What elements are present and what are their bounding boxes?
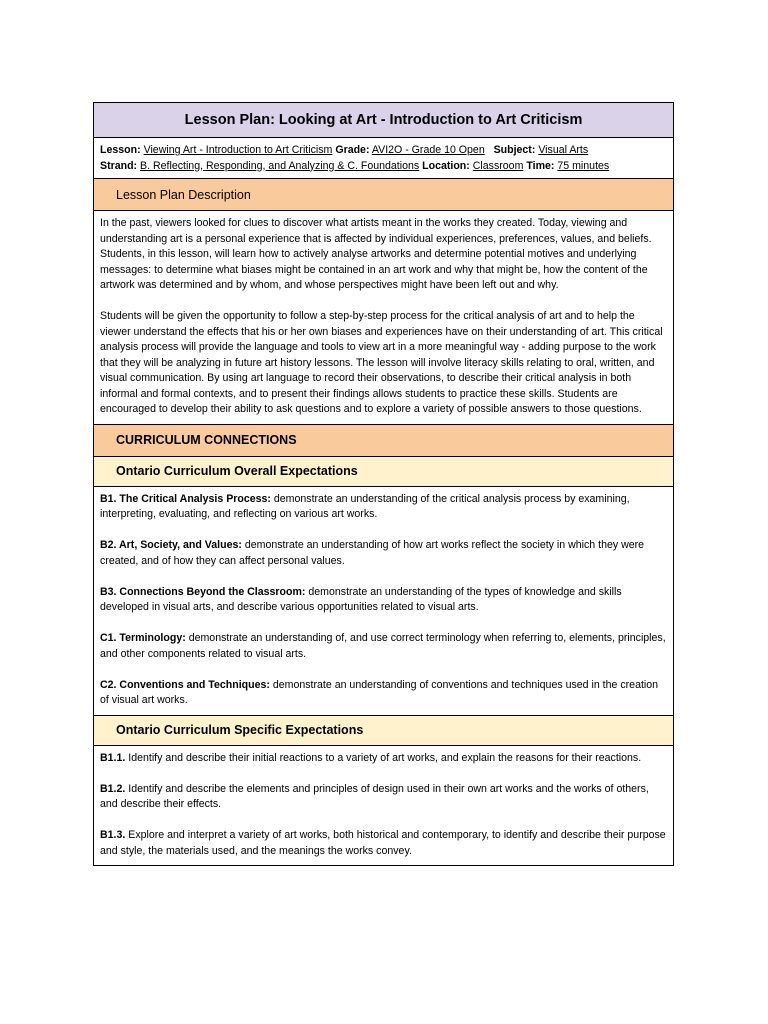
- expectation-text: demonstrate an understanding of how art works reflect the society in which they were created, and of how they can affect personal values.: [100, 539, 645, 567]
- expectation-code: C2. Conventions and Techniques:: [100, 678, 270, 691]
- expectation-text: demonstrate an understanding of the types of knowledge and skills developed in visual arts, and describe various opportunities related to visual arts.: [100, 585, 622, 613]
- document-title: Lesson Plan: Looking at Art - Introduction to Art Criticism: [94, 103, 673, 138]
- meta-line-2: [100, 159, 667, 175]
- expectation-code: B1. The Critical Analysis Process:: [100, 492, 271, 505]
- subject-value: Visual Arts: [538, 144, 589, 156]
- expectation-text: Identify and describe the elements and principles of design used in their own art works and the works of others, and describe their effects.: [100, 782, 649, 810]
- expectation-item: [100, 751, 667, 767]
- meta-line-1: [100, 143, 667, 159]
- expectation-item: [100, 631, 667, 662]
- location-value: Classroom: [472, 159, 524, 172]
- expectation-text: Explore and interpret a variety of art works, both historical and contemporary, to identify and describe their purpose and style, the materials used, and the meanings the works convey.: [100, 829, 666, 857]
- time-label: Time:: [526, 159, 555, 172]
- specific-expectations-body: [94, 746, 673, 866]
- grade-label: Grade:: [335, 144, 370, 156]
- expectation-code: C1. Terminology:: [100, 632, 186, 644]
- curriculum-heading: CURRICULUM CONNECTIONS: [94, 425, 673, 457]
- overall-expectations-body: [94, 487, 673, 716]
- description-paragraph: Students will be given the opportunity to follow a step-by-step process for the critical analysis of art and to help the viewer understand the effects that his or her own biases and experiences have on their understanding of art. This critical analysis process will provide the language and tools to view art in a more meaningful way - adding purpose to the work that they will be analyzing in future art history lessons. The lesson will involve literacy skills relating to oral, written, and visual communication. By using art language to record their observations, to describe their critical analysis in both informal and formal contexts, and to present their findings allows students to practice these skills. Students are encouraged to develop their ability to ask questions and to explore a variety of possible answers to those questions.: [100, 310, 663, 415]
- expectation-item: [100, 828, 667, 859]
- description-body: [94, 211, 673, 425]
- strand-label: Strand:: [100, 159, 138, 172]
- expectation-item: [100, 782, 667, 813]
- specific-expectations-heading: Ontario Curriculum Specific Expectations: [94, 716, 673, 746]
- expectation-item: [100, 492, 667, 523]
- lesson-value: Viewing Art - Introduction to Art Criticism: [143, 144, 333, 156]
- expectation-code: B1.1.: [100, 751, 126, 764]
- expectation-text: Identify and describe their initial reactions to a variety of art works, and explain the reasons for their reactions.: [125, 751, 642, 764]
- expectation-text: demonstrate an understanding of the critical analysis process by examining, interpreting, evaluating, and reflecting on various art works.: [100, 492, 630, 520]
- grade-value: AVI2O - Grade 10 Open: [371, 144, 485, 156]
- expectation-code: B3. Connections Beyond the Classroom:: [100, 585, 306, 598]
- lesson-plan-table: [93, 102, 674, 866]
- time-value: 75 minutes: [557, 159, 610, 172]
- description-paragraph: In the past, viewers looked for clues to discover what artists meant in the works they created. Today, viewing and understanding art is a personal experience that is affected by individual experiences, preferences, values, and beliefs. Students, in this lesson, will learn how to actively analyse artworks and determine potential motives and underlying messages: to determine what biases might be contained in an art work and why that might be, how the content of the artwork was determined and by whom, and whose perspectives might have been left out and why.: [100, 217, 652, 291]
- strand-value: B. Reflecting, Responding, and Analyzing & C. Foundations: [140, 159, 420, 172]
- expectation-text: demonstrate an understanding of, and use correct terminology when referring to, elements, principles, and other components related to visual arts.: [100, 632, 666, 660]
- expectation-code: B2. Art, Society, and Values:: [100, 539, 242, 551]
- subject-label: Subject:: [493, 144, 536, 156]
- lesson-label: Lesson:: [100, 144, 141, 156]
- expectation-item: [100, 678, 667, 709]
- expectation-code: B1.3.: [100, 829, 126, 841]
- location-label: Location:: [422, 159, 470, 172]
- description-heading: Lesson Plan Description: [94, 179, 673, 211]
- lesson-meta: [94, 138, 673, 179]
- expectation-item: [100, 585, 667, 616]
- expectation-text: demonstrate an understanding of conventions and techniques used in the creation of visual art works.: [100, 678, 659, 706]
- expectation-code: B1.2.: [100, 782, 126, 795]
- expectation-item: [100, 538, 667, 569]
- overall-expectations-heading: Ontario Curriculum Overall Expectations: [94, 457, 673, 487]
